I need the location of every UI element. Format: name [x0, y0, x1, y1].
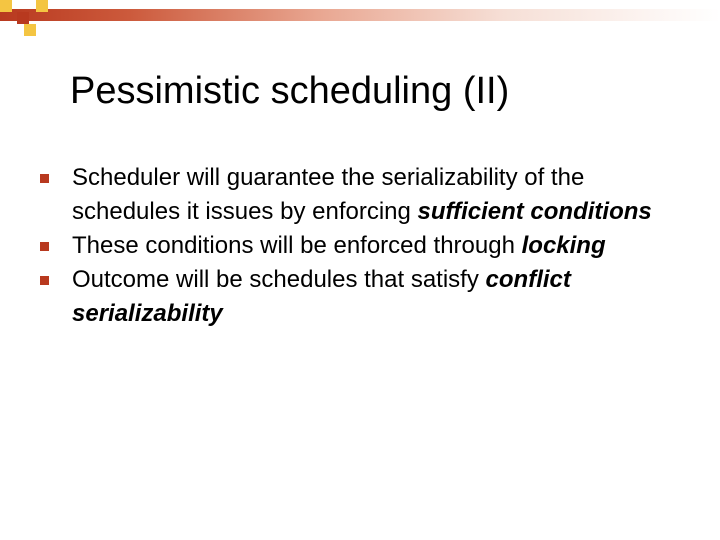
bullet-list [40, 161, 680, 331]
bullet-text: Scheduler will guarantee the serializability of the schedules it issues by enforcing [72, 164, 585, 225]
bullet-emphasis: conflict serializability [72, 266, 571, 327]
decor-square [0, 0, 12, 12]
square-bullet-icon [40, 276, 49, 285]
bullet-text: Outcome will be schedules that satisfy [72, 266, 486, 293]
bullet-emphasis: locking [521, 232, 606, 259]
bullet-emphasis: sufficient conditions [417, 198, 652, 225]
decor-square [24, 24, 36, 36]
decor-square [17, 12, 29, 24]
bullet-item [40, 161, 680, 229]
bullet-item [40, 263, 680, 331]
square-bullet-icon [40, 174, 49, 183]
gradient-band [0, 9, 720, 21]
bullet-text: These conditions will be enforced through [72, 232, 522, 259]
bullet-item [40, 229, 680, 263]
decor-square [36, 0, 48, 12]
square-bullet-icon [40, 242, 49, 251]
slide-title: Pessimistic scheduling (II) [70, 70, 510, 112]
